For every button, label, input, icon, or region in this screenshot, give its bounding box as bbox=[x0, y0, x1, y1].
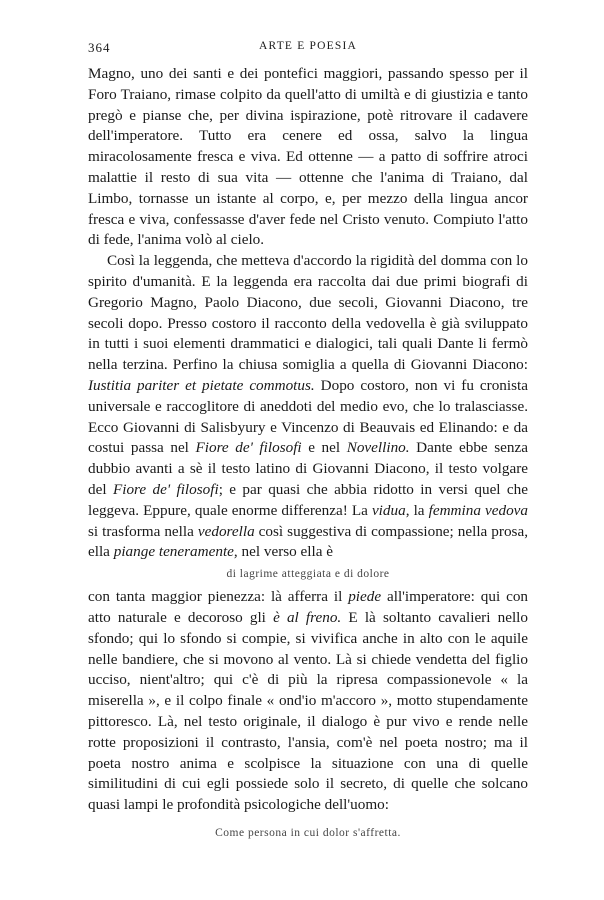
text-run: Magno, uno dei santi e dei pontefici maggiori, passando spesso per il Foro Traiano, rimase colpito da quell'atto di umiltà e di giustizia e tanto pregò e pianse che, per divina ispirazione, potè ritrovare il cadavere dell'imperatore. Tutto era cenere ed ossa, salvo la lingua miracolosamente fresca e viva. Ed ottenne — a patto di soffrire atroci malattie il resto di sua vita — ottenne che l'anima di Traiano, dal Limbo, tornasse un istante al corpo, e, per mezzo della lingua ancor fresca e viva, confessasse d'aver fede nel Cristo venuto. Compiuto l'atto di fede, l'anima volò al cielo. bbox=[88, 65, 528, 249]
text-run: , nel verso ella è bbox=[233, 543, 334, 561]
emphasis: è al freno. bbox=[273, 608, 342, 626]
emphasis: piange teneramente bbox=[113, 543, 234, 561]
paragraph-3 bbox=[88, 587, 528, 816]
text-run: ; e par quasi che abbia ridotto in versi quel che leggeva. Eppure, quale enorme differenza! La bbox=[88, 480, 528, 519]
latin-quote: Iustitia pariter et pietate commotus. bbox=[88, 376, 315, 394]
paragraph-1 bbox=[88, 64, 528, 251]
text-run: E là soltanto cavalieri nello sfondo; qui lo sfondo si compie, si vivifica anche in alto con le aquile nelle bandiere, che si movono al vento. Là si chiede vendetta del figlio ucciso, nient'altro; qui c'è di più la ripresa compassionevole « la miserella », e il colpo finale « ond'io m'accoro », motto stupendamente pittoresco. Là, nel testo originale, il dialogo è pur vivo e rende nelle rotte proposizioni il contrasto, l'ansia, com'è nel poeta nostro; ma il poeta nostro anima e scolpisce la situazione con una di quelle similitudini di cui egli possiede solo il secreto, di quelle che solcano quasi lampi le profondità psicologiche dell'uomo: bbox=[88, 608, 528, 814]
work-title: Fiore de' filosofi bbox=[112, 480, 219, 498]
page-header bbox=[88, 40, 528, 62]
text-run: con tanta maggior pienezza: là afferra il bbox=[88, 588, 349, 606]
running-title: ARTE E POESIA bbox=[259, 40, 357, 52]
text-run: Così la leggenda, che metteva d'accordo la rigidità del domma con lo spirito d'umanità. E la leggenda era raccolta dai due primi biografi di Gregorio Magno, Paolo Diacono, due secoli, Giovanni Diacono, tre secoli dopo. Presso costoro il racconto della vedovella è già sviluppato in tutti i suoi elementi drammatici e dialogici, tali quali Dante li fermò nella terzina. Perfino la chiusa somiglia a quella di Giovanni Diacono: bbox=[88, 252, 528, 374]
page-number: 364 bbox=[88, 40, 111, 55]
text-run: così suggestiva di compassione; nella prosa, ella bbox=[88, 522, 528, 561]
text-run: e nel bbox=[301, 439, 347, 457]
text-run: Dante ebbe senza dubbio avanti a sè il testo latino di Giovanni Diacono, il testo volgare del bbox=[88, 439, 528, 498]
work-title: Fiore de' filosofi bbox=[195, 439, 302, 457]
emphasis: vidua bbox=[371, 501, 406, 519]
emphasis: femmina vedova bbox=[428, 501, 528, 519]
emphasis: piede bbox=[348, 588, 382, 606]
text-run: Dopo costoro, non vi fu cronista universale e raccoglitore di aneddoti del medio evo, che lo tralasciasse. Ecco Giovanni di Salisbyury e Vincenzo di Beauvais ed Elinando: e da costui passa nel bbox=[88, 376, 528, 457]
verse-quote: di lagrime atteggiata e di dolore bbox=[226, 568, 390, 581]
work-title: Novellino. bbox=[346, 439, 410, 457]
paragraph-2 bbox=[88, 251, 528, 563]
emphasis: vedorella bbox=[197, 522, 255, 540]
text-run: , la bbox=[405, 501, 429, 519]
verse-quote: Come persona in cui dolor s'affretta. bbox=[215, 826, 401, 839]
text-run: all'imperatore: qui con atto naturale e decoroso gli bbox=[88, 588, 529, 626]
main-text bbox=[88, 64, 528, 848]
text-run: si trasforma nella bbox=[88, 522, 198, 540]
